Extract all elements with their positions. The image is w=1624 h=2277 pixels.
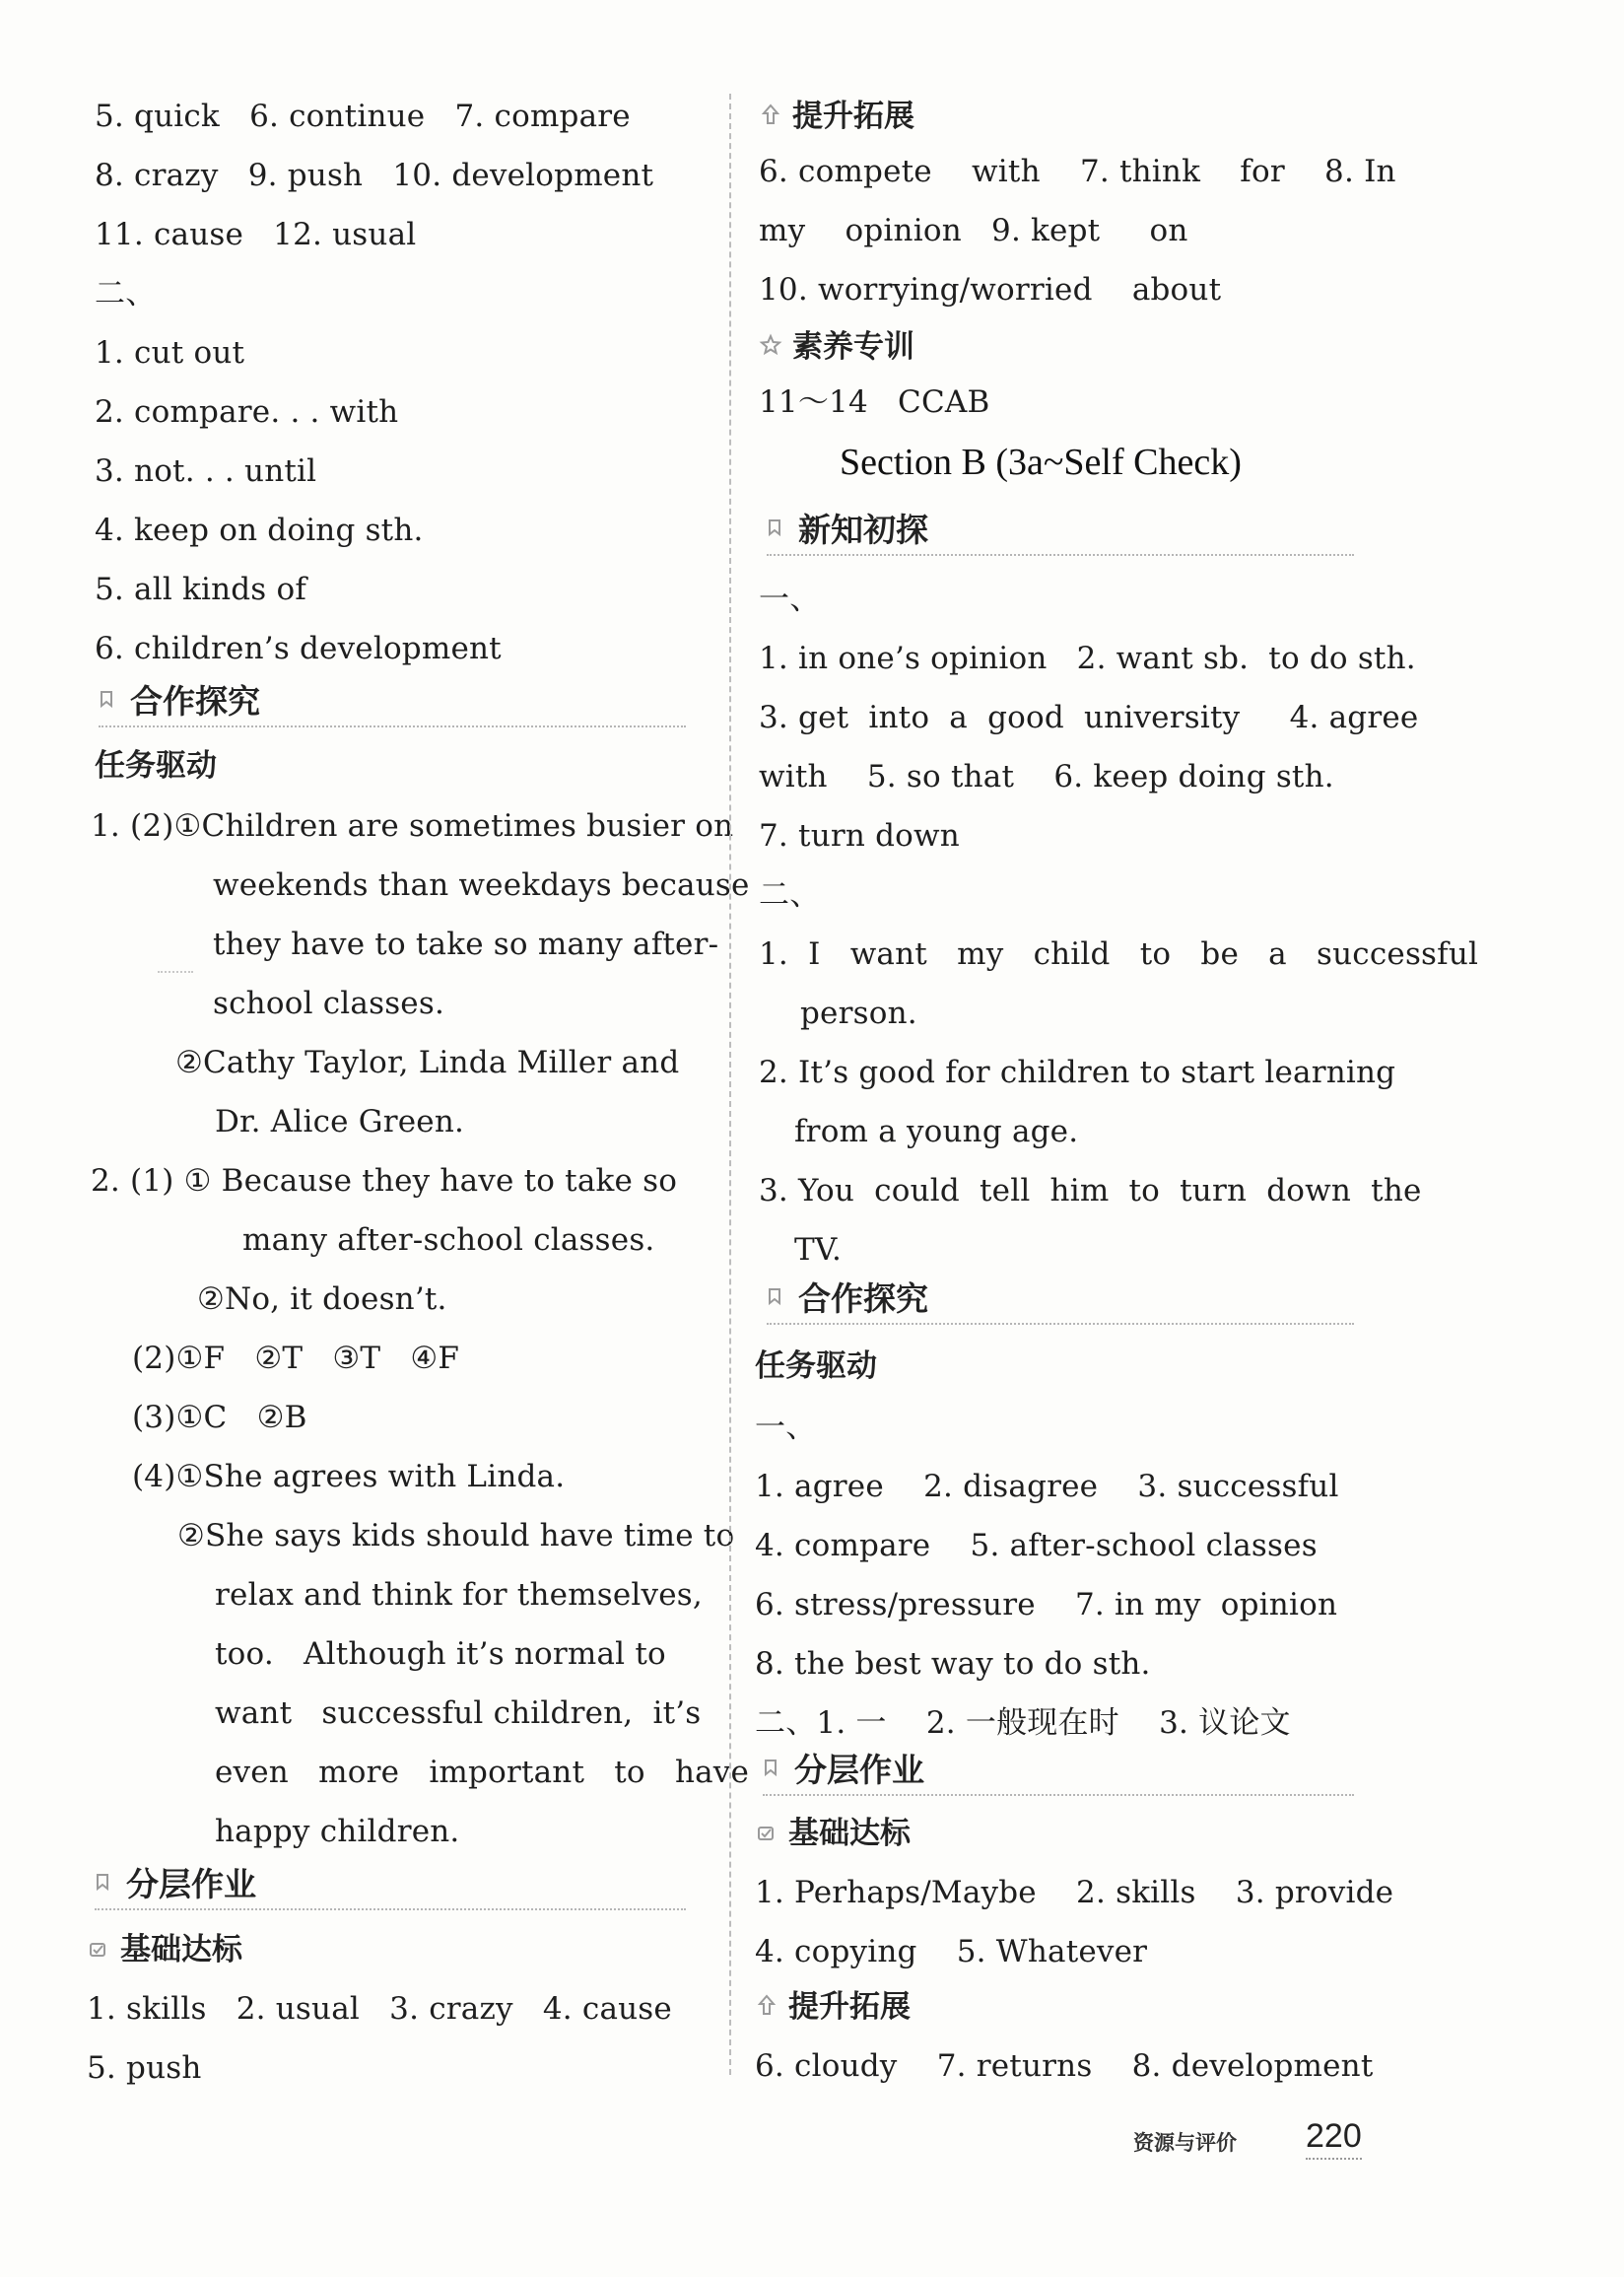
answer-line: (3)①C ②B bbox=[132, 1400, 307, 1435]
bookmark-icon bbox=[95, 1871, 114, 1893]
answer-line: 2. compare. . . with bbox=[95, 394, 399, 430]
answer-line: too. Although it’s normal to bbox=[215, 1636, 666, 1672]
part-heading: 一、 bbox=[759, 582, 821, 617]
part-heading: 二、 bbox=[95, 276, 157, 311]
answer-line: 1. Perhaps/Maybe 2. skills 3. provide bbox=[755, 1875, 1394, 1910]
answer-line: 5. push bbox=[87, 2050, 202, 2086]
answer-line: ②No, it doesn’t. bbox=[197, 1281, 447, 1317]
sub-title: 提升拓展 bbox=[788, 1989, 911, 2025]
section-b-title: Section B (3a~Self Check) bbox=[840, 442, 1242, 483]
section-layered-heading bbox=[95, 1865, 686, 1908]
answer-line: 1. agree 2. disagree 3. successful bbox=[755, 1469, 1339, 1504]
answer-line: 6. children’s development bbox=[95, 631, 502, 666]
answer-line: 2. It’s good for children to start learning bbox=[759, 1055, 1396, 1090]
section-rule bbox=[763, 1794, 1354, 1796]
section-title: 分层作业 bbox=[794, 1751, 924, 1789]
answer-line: 1. I want my child to be a successful bbox=[759, 936, 1479, 972]
check-hand-icon bbox=[755, 1820, 778, 1843]
page-number: 220 bbox=[1306, 2116, 1362, 2160]
answer-line: 6. compete with 7. think for 8. In bbox=[759, 154, 1396, 189]
answer-line: 4. compare 5. after-school classes bbox=[755, 1528, 1318, 1563]
section-title: 合作探究 bbox=[798, 1279, 928, 1318]
answer-line: happy children. bbox=[215, 1814, 460, 1849]
answer-line: 1. in one’s opinion 2. want sb. to do sth. bbox=[759, 641, 1416, 676]
answer-line: (4)①She agrees with Linda. bbox=[132, 1459, 566, 1494]
part-heading: 一、 bbox=[755, 1410, 817, 1445]
answer-line: person. bbox=[800, 996, 917, 1031]
answer-line: from a young age. bbox=[794, 1114, 1079, 1149]
answer-line: Dr. Alice Green. bbox=[215, 1104, 465, 1139]
section-rule bbox=[95, 1908, 686, 1910]
section-layered-heading-right bbox=[763, 1751, 1354, 1794]
answer-line: want successful children, it’s bbox=[215, 1695, 702, 1731]
answer-line: 11. cause 12. usual bbox=[95, 217, 417, 252]
bookmark-icon bbox=[763, 1757, 782, 1778]
sub-title: 基础达标 bbox=[120, 1932, 242, 1967]
answer-line: 7. turn down bbox=[759, 818, 960, 854]
answer-line: 3. not. . . until bbox=[95, 453, 317, 489]
sub-title: 提升拓展 bbox=[792, 99, 914, 134]
column-divider bbox=[729, 94, 731, 2075]
task-heading: 任务驱动 bbox=[95, 748, 217, 784]
answer-line: relax and think for themselves, bbox=[215, 1577, 703, 1613]
answer-line: 1. cut out bbox=[95, 335, 245, 371]
answer-line: 5. all kinds of bbox=[95, 572, 307, 607]
answer-line: 1. skills 2. usual 3. crazy 4. cause bbox=[87, 1991, 672, 2027]
section-title: 合作探究 bbox=[130, 682, 260, 721]
answer-line: 二、1. 一 2. 一般现在时 3. 议论文 bbox=[755, 1705, 1291, 1741]
answer-line: with 5. so that 6. keep doing sth. bbox=[759, 759, 1334, 794]
section-title: 新知初探 bbox=[798, 511, 928, 549]
answer-line: many after-school classes. bbox=[242, 1222, 655, 1258]
stray-mark bbox=[158, 971, 193, 985]
answer-line: 11～14 CCAB bbox=[759, 384, 990, 420]
sub-title: 基础达标 bbox=[788, 1816, 911, 1851]
star-icon bbox=[759, 333, 782, 357]
section-rule bbox=[767, 1323, 1354, 1325]
part-heading: 二、 bbox=[759, 877, 821, 913]
arrow-up-icon bbox=[759, 103, 782, 126]
answer-line: ②Cathy Taylor, Linda Miller and bbox=[175, 1045, 680, 1080]
footer-label: 资源与评价 bbox=[1133, 2131, 1237, 2155]
answer-line: 2. (1) ① Because they have to take so bbox=[91, 1163, 678, 1199]
answer-line: 5. quick 6. continue 7. compare bbox=[95, 99, 631, 134]
section-rule bbox=[767, 554, 1354, 556]
section-coop-heading bbox=[99, 682, 686, 725]
task-heading: 任务驱动 bbox=[755, 1348, 877, 1384]
sub-title: 素养专训 bbox=[792, 329, 914, 365]
answer-line: 8. the best way to do sth. bbox=[755, 1646, 1151, 1682]
answer-line: 6. cloudy 7. returns 8. development bbox=[755, 2048, 1374, 2084]
check-hand-icon bbox=[87, 1936, 110, 1960]
answer-line: TV. bbox=[794, 1232, 843, 1268]
answer-line: 8. crazy 9. push 10. development bbox=[95, 158, 654, 193]
section-title: 分层作业 bbox=[126, 1865, 256, 1903]
answer-line: 1. (2)①Children are sometimes busier on bbox=[91, 808, 734, 844]
section-rule bbox=[99, 725, 686, 727]
section-coop-heading-right bbox=[767, 1279, 1354, 1323]
answer-line: 3. You could tell him to turn down the bbox=[759, 1173, 1422, 1208]
answer-line: 3. get into a good university 4. agree bbox=[759, 700, 1419, 735]
arrow-up-icon bbox=[755, 1993, 778, 2017]
answer-line: 10. worrying/worried about bbox=[759, 272, 1222, 308]
bookmark-icon bbox=[767, 1285, 786, 1307]
answer-line: weekends than weekdays because bbox=[213, 867, 750, 903]
section-new-heading bbox=[767, 511, 1354, 554]
answer-line: ②She says kids should have time to bbox=[177, 1518, 735, 1553]
answer-line: even more important to have bbox=[215, 1755, 750, 1790]
answer-line: my opinion 9. kept on bbox=[759, 213, 1188, 248]
bookmark-icon bbox=[99, 688, 118, 710]
answer-line: they have to take so many after- bbox=[213, 927, 719, 962]
answer-line: 4. keep on doing sth. bbox=[95, 513, 424, 548]
answer-line: (2)①F ②T ③T ④F bbox=[132, 1341, 460, 1376]
bookmark-icon bbox=[767, 517, 786, 538]
left-column bbox=[0, 0, 750, 2277]
answer-line: 4. copying 5. Whatever bbox=[755, 1934, 1148, 1969]
answer-line: school classes. bbox=[213, 986, 445, 1021]
answer-line: 6. stress/pressure 7. in my opinion bbox=[755, 1587, 1338, 1622]
